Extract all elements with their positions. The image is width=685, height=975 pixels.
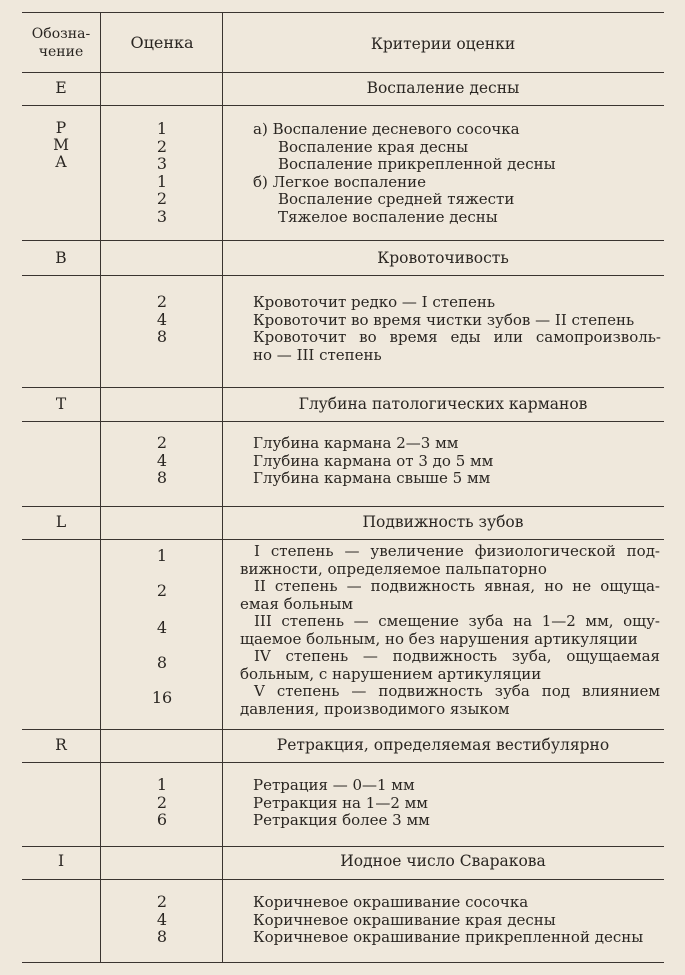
score-value: 4 — [156, 909, 168, 929]
score-value: 2 — [156, 892, 168, 911]
score-value: 4 — [156, 618, 168, 637]
section-title-T: Глубина патологических карманов — [298, 395, 588, 413]
section-E-criteria — [253, 121, 661, 226]
criterion-line: Ретрация — 0—1 мм — [253, 776, 415, 794]
criterion-line: Кровоточит во время чистки зубов — II степень — [253, 310, 635, 329]
criterion-line: Воспаление прикрепленной десны — [278, 155, 556, 173]
section-I-scores — [102, 893, 222, 946]
section-T-scores — [102, 434, 222, 487]
rule-B-title — [22, 275, 664, 276]
section-R-scores — [102, 776, 222, 829]
section-I-criteria — [253, 894, 661, 947]
section-title-I: Иодное число Сваракова — [340, 852, 546, 870]
criterion-line: Коричневое окрашивание края десны — [253, 910, 556, 929]
score-value: 3 — [156, 206, 168, 226]
rule-T-title — [22, 421, 664, 422]
criterion-line: II степень — подвижность явная, но не ощуща- — [254, 577, 660, 595]
section-title-E: Воспаление десны — [366, 79, 520, 97]
rule-bottom — [22, 962, 664, 963]
score-value: 1 — [156, 171, 168, 191]
rule-L-title — [22, 539, 664, 540]
score-value: 2 — [156, 189, 168, 208]
score-value: 1 — [156, 119, 168, 138]
criterion-line: но — III степень — [253, 345, 382, 364]
criterion-line: вижности, определяемое пальпаторно — [240, 559, 547, 578]
section-code-E: E — [55, 79, 67, 97]
criterion-line: Тяжелое воспаление десны — [278, 207, 498, 226]
header-criteria: Критерии оценки — [370, 35, 516, 53]
criterion-line: Коричневое окрашивание сосочка — [253, 893, 529, 911]
section-E-scores — [102, 120, 222, 225]
criterion-line: Воспаление средней тяжести — [278, 190, 515, 208]
rule-header-bottom — [22, 72, 664, 73]
score-value: 2 — [156, 433, 168, 452]
score-value: 2 — [156, 792, 168, 812]
rule-I-title — [22, 879, 664, 880]
criterion-line: б) Легкое воспаление — [253, 172, 427, 191]
criterion-line: I степень — увеличение физиологической под- — [254, 542, 660, 560]
section-B-criteria — [253, 294, 661, 364]
criterion-line: давления, производимого языком — [240, 699, 510, 718]
section-E-subcodes — [22, 120, 100, 171]
criterion-line: Кровоточит во время еды или самопроизволь- — [253, 328, 661, 346]
score-value: 4 — [156, 309, 168, 329]
score-value: 8 — [156, 327, 168, 346]
subcode: M — [53, 136, 69, 154]
score-value: 1 — [156, 546, 168, 565]
header-designation — [22, 25, 100, 61]
header-designation-line-2: чение — [38, 44, 84, 60]
section-code-T: T — [55, 395, 67, 413]
header-score: Оценка — [130, 33, 194, 52]
score-value: 16 — [151, 688, 173, 707]
score-value: 2 — [156, 292, 168, 311]
section-T-criteria — [253, 435, 661, 488]
criterion-line: емая больным — [240, 594, 354, 613]
rule-E-title — [22, 105, 664, 106]
score-value: 6 — [156, 810, 168, 829]
criterion-line: Коричневое окрашивание прикрепленной десны — [253, 928, 644, 946]
criterion-line: щаемое больным, но без нарушения артикуляции — [240, 629, 638, 648]
section-title-L: Подвижность зубов — [362, 513, 524, 531]
score-value: 4 — [156, 450, 168, 470]
criterion-line: Глубина кармана 2—3 мм — [253, 434, 459, 452]
section-code-L: L — [55, 513, 67, 531]
score-value: 1 — [156, 775, 168, 794]
criterion-line: III степень — смещение зуба на 1—2 мм, ощу- — [254, 612, 660, 630]
criterion-line: Глубина кармана от 3 до 5 мм — [253, 451, 494, 470]
section-title-R: Ретракция, определяемая вестибулярно — [276, 736, 610, 754]
criterion-line: Глубина кармана свыше 5 мм — [253, 469, 491, 487]
section-code-I: I — [57, 852, 65, 870]
rule-L-end — [22, 729, 664, 730]
subcode: A — [55, 153, 67, 171]
rule-E-end — [22, 240, 664, 241]
criterion-line: Ретракция на 1—2 мм — [253, 793, 428, 812]
rule-B-end — [22, 387, 664, 388]
criterion-line: Воспаление края десны — [278, 137, 469, 156]
score-value: 2 — [156, 581, 168, 600]
rule-R-title — [22, 762, 664, 763]
section-code-R: R — [55, 736, 67, 754]
subcode: P — [55, 119, 67, 137]
section-L-criteria — [240, 543, 660, 718]
column-divider-1 — [100, 12, 101, 962]
score-value: 8 — [156, 468, 168, 487]
score-value: 2 — [156, 136, 168, 156]
section-B-scores — [102, 293, 222, 346]
header-designation-line-1: Обозна- — [31, 26, 91, 42]
criterion-line: IV степень — подвижность зуба, ощущаемая — [254, 647, 660, 665]
section-R-criteria — [253, 777, 661, 830]
rule-top — [22, 12, 664, 13]
rule-R-end — [22, 846, 664, 847]
rule-T-end — [22, 506, 664, 507]
score-value: 8 — [156, 927, 168, 946]
score-value: 8 — [156, 653, 168, 672]
criterion-line: а) Воспаление десневого сосочка — [253, 120, 520, 138]
section-code-B: B — [55, 249, 67, 267]
section-title-B: Кровоточивость — [377, 249, 509, 267]
criterion-line: Кровоточит редко — I степень — [253, 293, 495, 311]
column-divider-2 — [222, 12, 223, 962]
score-value: 3 — [156, 154, 168, 173]
criterion-line: больным, с нарушением артикуляции — [240, 664, 542, 683]
criterion-line: V степень — подвижность зуба под влиянием — [254, 682, 660, 700]
criterion-line: Ретракция более 3 мм — [253, 811, 430, 829]
